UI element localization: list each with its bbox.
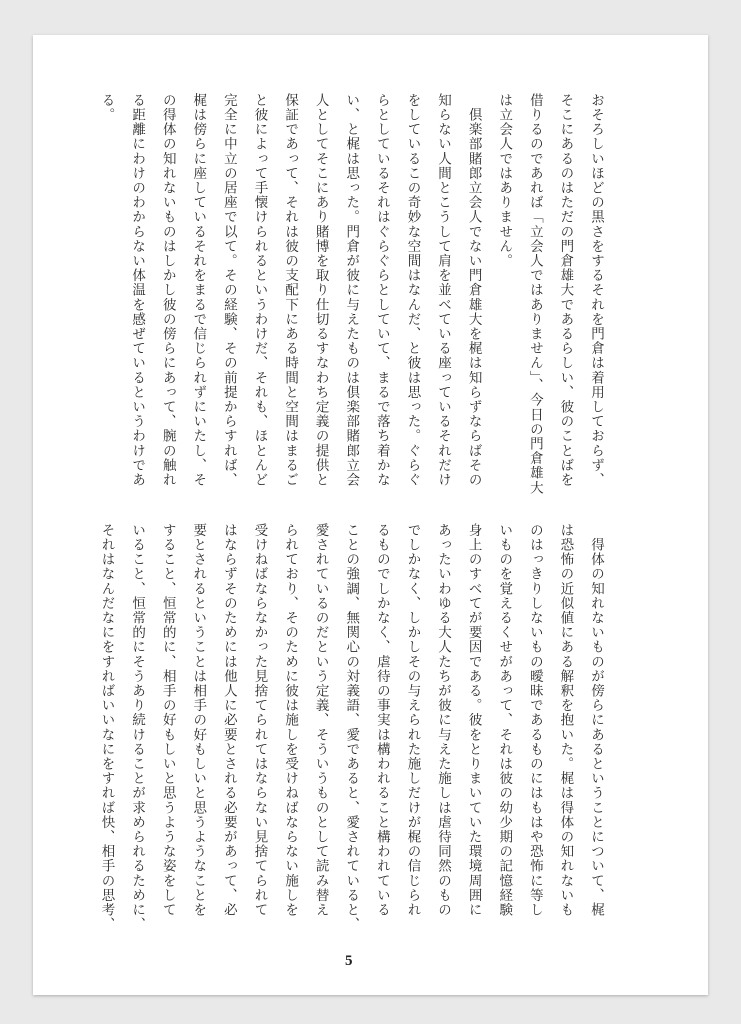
text-column: 保証であって、それは彼の支配下にある時間と空間はまるご (282, 93, 299, 488)
text-column: 受けねばならなかった見捨てられてはならない見捨てられて (251, 523, 268, 918)
text-column: 倶楽部賭郎立会人でない門倉雄大を梶は知らずならばその (465, 93, 482, 488)
text-column: おそろしいほどの黒さをするそれを門倉は着用しておらず、 (588, 93, 604, 488)
text-column: らとしているそれはぐらぐらとしていて、まるで落ち着かな (373, 93, 390, 488)
text-column: のはっきりしないもの曖昧であるものにはもはや恐怖に等し (526, 523, 543, 918)
text-column: いものを覚えるくせがあって、それは彼の幼少期の記憶経験 (496, 523, 513, 918)
text-column: 愛されているのだという定義、そういうものとして読み替え (312, 523, 329, 918)
text-column: られており、そのために彼は施しを受けねばならない施しを (282, 523, 299, 918)
text-column: い、と梶は思った。門倉が彼に与えたものは倶楽部賭郎立会 (343, 93, 360, 488)
text-column: はならずそのためには他人に必要とされる必要があって、必 (220, 523, 237, 918)
text-block-bottom (91, 523, 611, 938)
text-column: 得体の知れないものが傍らにあるということについて、梶 (588, 523, 604, 918)
text-column: ことの強調、無関心の対義語、愛であると、愛されていると、 (343, 523, 360, 932)
text-column: る。 (98, 93, 115, 123)
text-column: 梶は傍らに座しているそれをまるで信じられずにいたし、そ (190, 93, 207, 488)
text-column: は恐怖の近似値にある解釈を抱いた。梶は得体の知れないも (557, 523, 574, 918)
text-column: あったいわゆる大人たちが彼に与えた施しは虐待同然のもの (435, 523, 452, 918)
text-column: すること、恒常的に、相手の好もしいと思うような姿をして (159, 523, 176, 918)
text-column: をしているこの奇妙な空間はなんだ、と彼は思った。ぐらぐ (404, 93, 421, 488)
text-column: の得体の知れないものはしかし彼の傍らにあって、腕の触れ (159, 93, 176, 488)
text-column: と彼によって手懐けられるというわけだ、それも、ほとんど (251, 93, 268, 488)
text-column: そこにあるのはただの門倉雄大であるらしい、彼のことばを (557, 93, 574, 488)
text-column: でしかなく、しかしその与えられた施しだけが梶の信じられ (404, 523, 421, 918)
text-block-top (91, 93, 611, 508)
text-column: 身上のすべてが要因である。彼をとりまいていた環境周囲に (465, 523, 482, 918)
text-column: は立会人ではありません。 (496, 93, 513, 269)
text-column: 完全に中立の居座で以て。その経験、その前提からすれば、 (220, 93, 237, 488)
text-column: 知らない人間とこうして肩を並べている座っているそれだけ (435, 93, 452, 488)
text-column: る距離にわけのわからない体温を感ぜているというわけであ (129, 93, 146, 488)
text-column: いること、恒常的にそうあり続けることが求められるために、 (129, 523, 146, 932)
text-column: それはなんだなにをすればいいなにをすれば快、相手の思考、 (98, 523, 115, 932)
text-column: るものでしかなく、虐待の事実は構われること構われている (373, 523, 390, 918)
text-column: 借りるのであれば「立会人ではありません」、今日の門倉雄大 (526, 93, 543, 496)
page-number: 5 (345, 953, 353, 969)
text-column: 要とされるということは相手の好もしいと思うようなことを (190, 523, 207, 918)
document-page (33, 35, 708, 995)
text-column: 人としてそこにあり賭博を取り仕切るすなわち定義の提供と (312, 93, 329, 488)
